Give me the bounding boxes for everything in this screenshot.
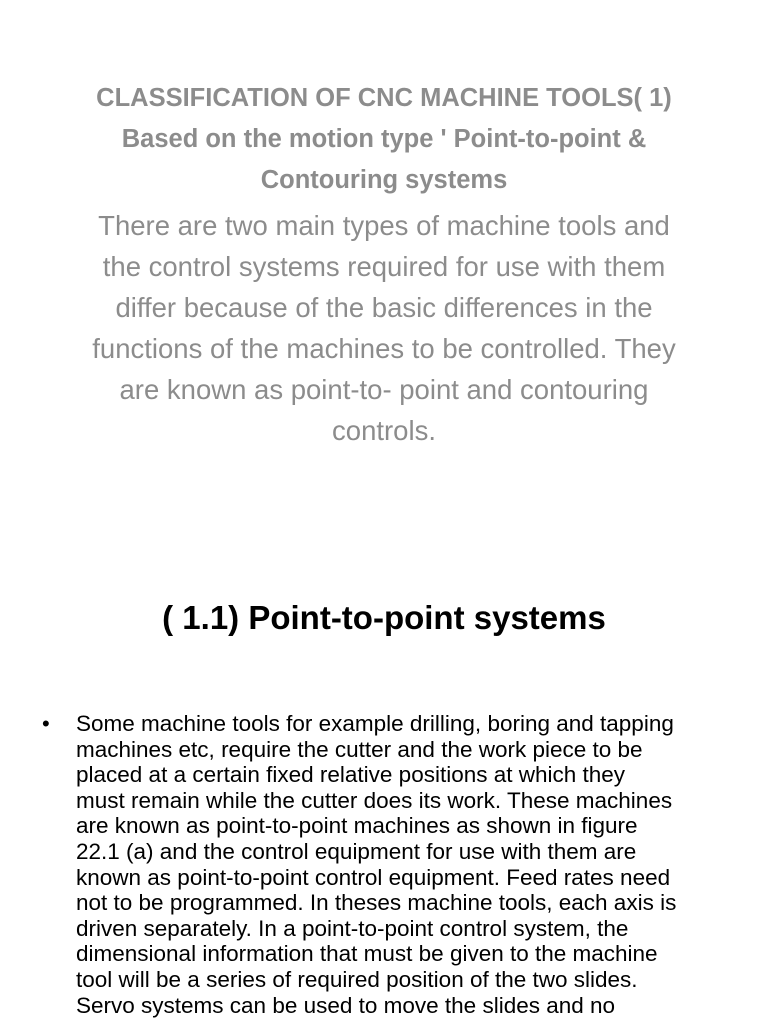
bullet-text-line: tool will be a series of required position of the two slides. (76, 966, 638, 992)
bullet-point-icon: • (42, 711, 50, 736)
bullet-text-line: machines etc, require the cutter and the work piece to be (76, 736, 643, 762)
intro-line: the control systems required for use with them (102, 251, 666, 282)
bullet-text-line: must remain while the cutter does its work. These machines (76, 787, 673, 813)
bullet-text-line: known as point-to-point control equipment. Feed rates need (76, 864, 671, 890)
slide-title (30, 78, 738, 201)
intro-paragraph (30, 205, 738, 451)
title-line: Contouring systems (260, 166, 508, 194)
bullet-text-line: driven separately. In a point-to-point control system, the (76, 915, 629, 941)
bullet-text-line: Servo systems can be used to move the slides and no (76, 992, 616, 1018)
bullet-text-line: are known as point-to-point machines as shown in figure (76, 813, 638, 839)
bullet-text-line: Some machine tools for example drilling, boring and tapping (76, 711, 674, 736)
bullet-list (42, 711, 742, 1018)
title-line: Based on the motion type ' Point-to-point & (121, 125, 647, 153)
bullet-text-line: dimensional information that must be given to the machine (76, 941, 658, 967)
intro-line: controls. (332, 415, 436, 446)
bullet-text-line: 22.1 (a) and the control equipment for use with them are (76, 838, 637, 864)
intro-line: differ because of the basic differences in the (115, 292, 653, 323)
slide-point-to-point (0, 540, 768, 1024)
bullet-text-line: not to be programmed. In theses machine tools, each axis is (76, 890, 677, 916)
section-heading: ( 1.1) Point-to-point systems (162, 599, 606, 636)
intro-line: There are two main types of machine tools and (98, 210, 670, 241)
bullet-item (42, 711, 742, 1018)
bullet-text-line: placed at a certain fixed relative positions at which they (76, 762, 626, 788)
intro-line: functions of the machines to be controlled. They (92, 333, 676, 364)
title-line: CLASSIFICATION OF CNC MACHINE TOOLS( 1) (96, 84, 672, 112)
intro-line: are known as point-to- point and contouring (119, 374, 649, 405)
